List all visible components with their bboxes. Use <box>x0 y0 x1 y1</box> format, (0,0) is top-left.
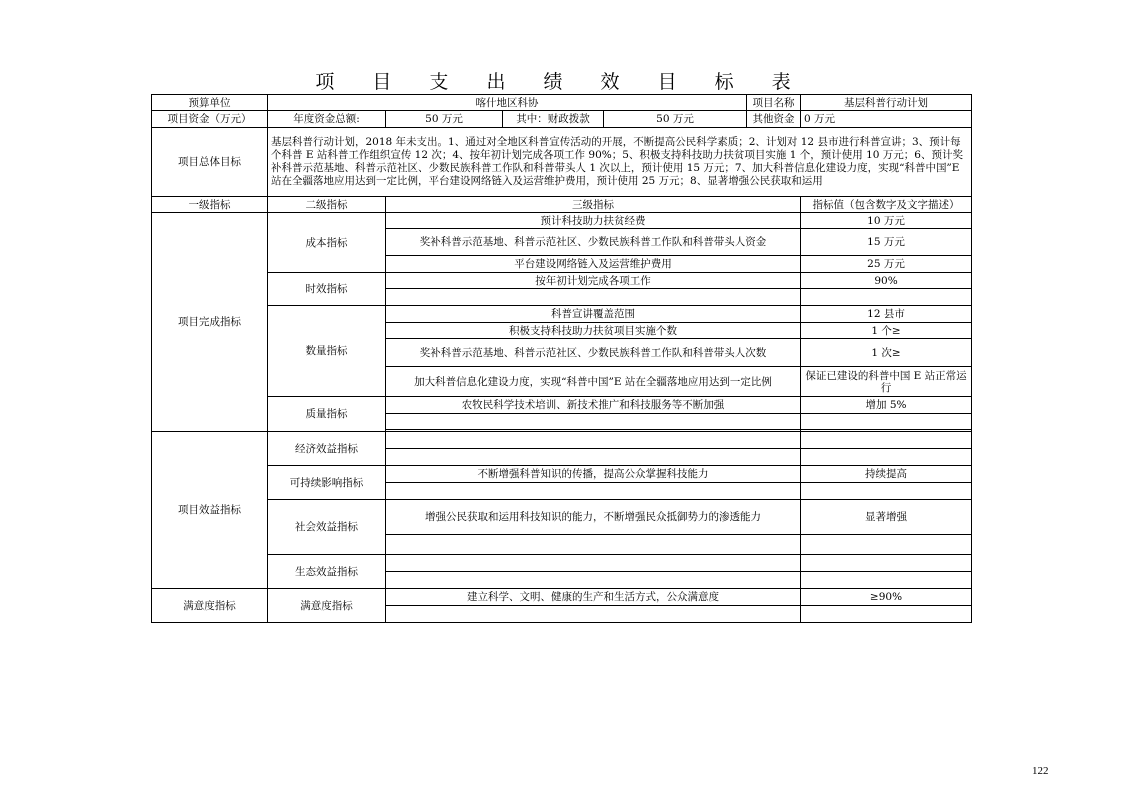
value-cell: 保证已建设的科普中国 E 站正常运行 <box>801 367 972 397</box>
subgroup-quantity: 数量指标 <box>268 306 386 397</box>
indicator-cell <box>386 483 801 500</box>
value-cell: 显著增强 <box>801 500 972 535</box>
indicator-cell <box>386 289 801 306</box>
value-cell <box>801 483 972 500</box>
other-funds-value: 0 万元 <box>801 111 972 128</box>
indicator-cell: 平台建设网络链入及运营维护费用 <box>386 256 801 273</box>
fiscal-funds-label: 其中：财政拨款 <box>503 111 604 128</box>
indicator-cell: 增强公民获取和运用科技知识的能力，不断增强民众抵御势力的渗透能力 <box>386 500 801 535</box>
indicator-cell: 建立科学、文明、健康的生产和生活方式，公众满意度 <box>386 589 801 606</box>
indicator-cell: 不断增强科普知识的传播，提高公众掌握科技能力 <box>386 466 801 483</box>
indicator-cell <box>386 606 801 623</box>
indicator-cell: 按年初计划完成各项工作 <box>386 273 801 289</box>
project-name-value: 基层科普行动计划 <box>801 95 972 111</box>
value-cell: 1 次≥ <box>801 339 972 367</box>
indicator-cell: 预计科技助力扶贫经费 <box>386 213 801 229</box>
value-cell <box>801 572 972 589</box>
indicator-cell: 奖补科普示范基地、科普示范社区、少数民族科普工作队和科普带头人资金 <box>386 229 801 256</box>
group-benefit: 项目效益指标 <box>152 432 268 589</box>
subgroup-sustainable: 可持续影响指标 <box>268 466 386 500</box>
subgroup-time: 时效指标 <box>268 273 386 306</box>
funds-label: 项目资金（万元） <box>152 111 268 128</box>
header-value: 指标值（包含数字及文字描述） <box>801 197 972 213</box>
subgroup-quality: 质量指标 <box>268 397 386 432</box>
indicator-cell <box>386 449 801 466</box>
table-row <box>152 589 972 606</box>
budget-unit-value: 喀什地区科协 <box>268 95 747 111</box>
table-row <box>152 466 972 483</box>
fiscal-funds-value: 50 万元 <box>604 111 747 128</box>
table-row <box>152 306 972 323</box>
subgroup-economic: 经济效益指标 <box>268 432 386 466</box>
overall-goal-label: 项目总体目标 <box>152 128 268 197</box>
subgroup-cost: 成本指标 <box>268 213 386 273</box>
value-cell: 90% <box>801 273 972 289</box>
value-cell: 1 个≥ <box>801 323 972 339</box>
indicator-cell: 农牧民科学技术培训、新技术推广和科技服务等不断加强 <box>386 397 801 414</box>
value-cell <box>801 449 972 466</box>
header-level2: 二级指标 <box>268 197 386 213</box>
value-cell: 25 万元 <box>801 256 972 273</box>
row-overall-goal <box>152 128 972 197</box>
indicator-cell <box>386 572 801 589</box>
indicator-cell <box>386 432 801 449</box>
header-level1: 一级指标 <box>152 197 268 213</box>
subgroup-social: 社会效益指标 <box>268 500 386 555</box>
value-cell: 15 万元 <box>801 229 972 256</box>
group-completion: 项目完成指标 <box>152 213 268 432</box>
table-row <box>152 432 972 449</box>
subgroup-satisfaction: 满意度指标 <box>268 589 386 623</box>
project-name-label: 项目名称 <box>747 95 801 111</box>
value-cell <box>801 535 972 555</box>
indicator-cell <box>386 535 801 555</box>
value-cell <box>801 555 972 572</box>
value-cell <box>801 289 972 306</box>
table-row <box>152 397 972 414</box>
indicator-cell <box>386 555 801 572</box>
value-cell <box>801 414 972 430</box>
value-cell: 增加 5% <box>801 397 972 414</box>
value-cell: 12 县市 <box>801 306 972 323</box>
other-funds-label: 其他资金 <box>747 111 801 128</box>
page-number: 122 <box>1032 765 1049 777</box>
value-cell <box>801 606 972 623</box>
row-funds <box>152 111 972 128</box>
subgroup-ecological: 生态效益指标 <box>268 555 386 589</box>
value-cell: 10 万元 <box>801 213 972 229</box>
row-headers <box>152 197 972 213</box>
row-budget-unit <box>152 95 972 111</box>
indicator-cell: 加大科普信息化建设力度，实现“科普中国”E 站在全疆落地应用达到一定比例 <box>386 367 801 397</box>
value-cell <box>801 432 972 449</box>
performance-table <box>151 94 972 623</box>
header-level3: 三级指标 <box>386 197 801 213</box>
overall-goal-text: 基层科普行动计划，2018 年未支出。1、通过对全地区科普宣传活动的开展，不断提高公民科学素质；2、计划对 12 县市进行科普宣讲；3、预计每个科普 E 站科普工作组织宣传 12 次；4、按年初计划完成各项工作 90%；5、积极支持科技助力扶贫项目实施 1 个，预计使用 10 万元；6、预计奖补科普示范基地、科普示范社区、少数民族科普工作队和科普带头人 1 次以上，预计使用 15 万元；7、加大科普信息化建设力度，实现“科普中国”E 站在全疆落地应用达到一定比例，平台建设网络链入及运营维护费用，预计使用 25 万元；8、显著增强公民获取和运用 <box>268 128 972 197</box>
indicator-cell: 积极支持科技助力扶贫项目实施个数 <box>386 323 801 339</box>
annual-funds-label: 年度资金总额: <box>268 111 386 128</box>
table-row <box>152 555 972 572</box>
table-row <box>152 273 972 289</box>
indicator-cell: 奖补科普示范基地、科普示范社区、少数民族科普工作队和科普带头人次数 <box>386 339 801 367</box>
table-row <box>152 500 972 535</box>
value-cell: 持续提高 <box>801 466 972 483</box>
budget-unit-label: 预算单位 <box>152 95 268 111</box>
indicator-cell <box>386 414 801 430</box>
group-satisfaction: 满意度指标 <box>152 589 268 623</box>
annual-funds-value: 50 万元 <box>386 111 503 128</box>
page-title: 项 目 支 出 绩 效 目 标 表 <box>315 71 807 93</box>
table-row <box>152 213 972 229</box>
value-cell: ≥90% <box>801 589 972 606</box>
indicator-cell: 科普宣讲覆盖范围 <box>386 306 801 323</box>
